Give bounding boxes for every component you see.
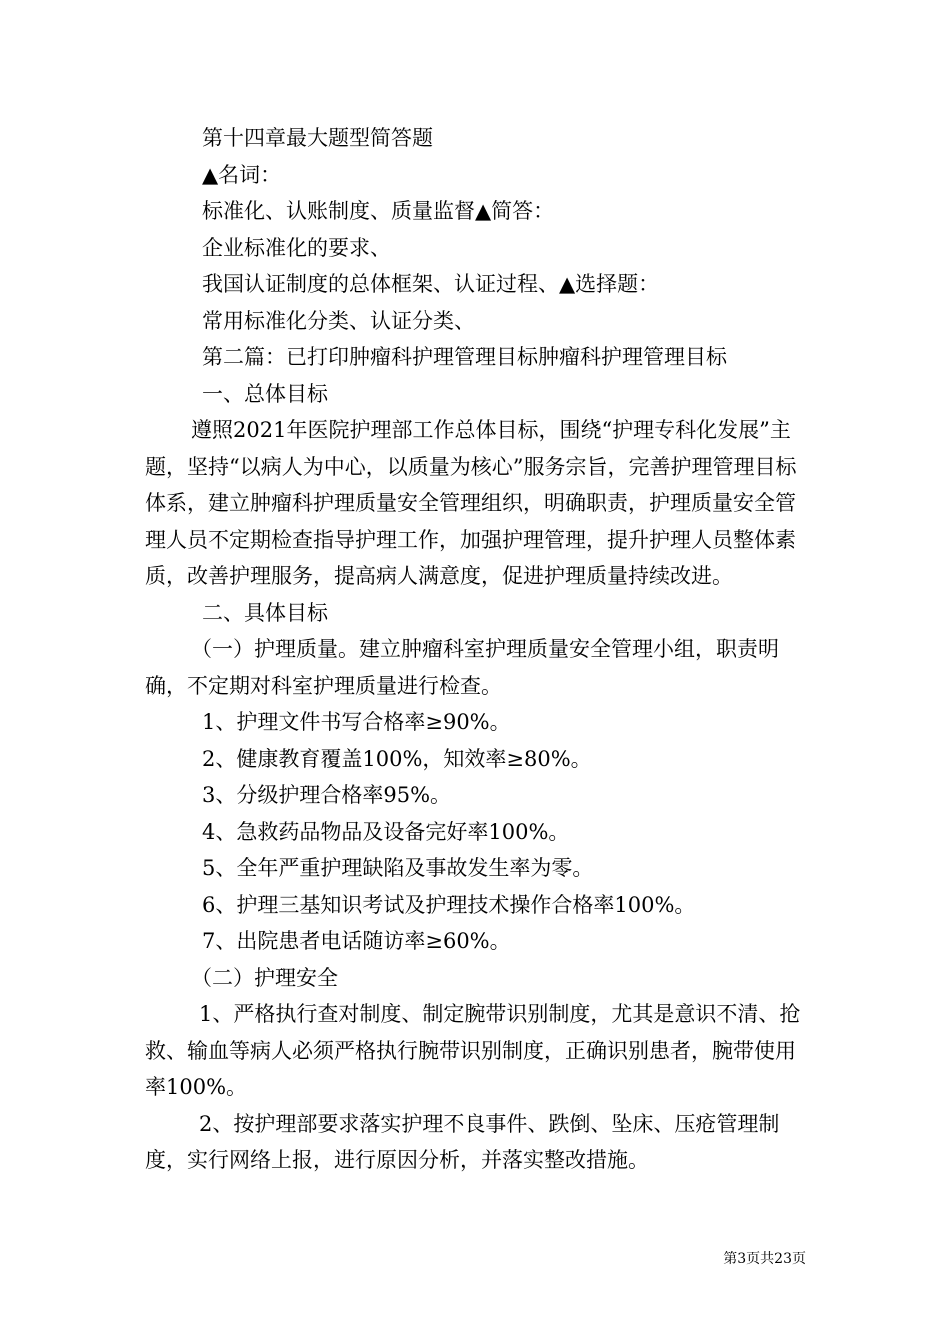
list-item: 1、护理文件书写合格率≥90%。 [202, 710, 511, 734]
safety-item-paragraph: 1、严格执行查对制度、制定腕带识别制度，尤其是意识不清、抢救、输血等病人必须严格执行腕带识别制度，正确识别患者，腕带使用率100%。 [145, 1002, 801, 1099]
overall-goal-paragraph: 遵照2021年医院护理部工作总体目标，围绕“护理专科化发展”主题，坚持“以病人为中心，以质量为核心”服务宗旨，完善护理管理目标体系，建立肿瘤科护理质量安全管理组织，明确职责，护理质量安全管理人员不定期检查指导护理工作，加强护理管理，提升护理人员整体素质，改善护理服务，提高病人满意度，促进护理质量持续改进。 [145, 418, 797, 588]
classification-line: 常用标准化分类、认证分类、 [202, 308, 475, 333]
short-answer-line: 企业标准化的要求、 [202, 235, 391, 260]
list-item: 6、护理三基知识考试及护理技术操作合格率100%。 [202, 892, 696, 917]
page-number-footer: 第3页共23页 [723, 1251, 806, 1267]
list-item: 3、分级护理合格率95%。 [202, 783, 452, 807]
list-item: 4、急救药品物品及设备完好率100%。 [202, 819, 570, 844]
section-heading-specific: 二、具体目标 [202, 600, 328, 625]
terms-line: 标准化、认账制度、质量监督▲简答： [202, 199, 555, 223]
safety-item-paragraph: 2、按护理部要求落实护理不良事件、跌倒、坠床、压疮管理制度，实行网络上报，进行原因分析，并落实整改措施。 [145, 1111, 780, 1172]
terms-label: ▲名词： [202, 162, 282, 187]
list-item: 2、健康教育覆盖100%，知效率≥80%。 [202, 746, 592, 771]
list-item: 7、出院患者电话随访率≥60%。 [202, 929, 511, 953]
section-heading-overall: 一、总体目标 [202, 381, 328, 406]
subsection-heading-safety: （二）护理安全 [191, 965, 338, 990]
chapter-heading: 第十四章最大题型简答题 [202, 126, 433, 150]
nursing-quality-paragraph: （一）护理质量。建立肿瘤科室护理质量安全管理小组，职责明确，不定期对科室护理质量进行检查。 [145, 637, 779, 698]
list-item: 5、全年严重护理缺陷及事故发生率为零。 [202, 856, 594, 880]
certification-line: 我国认证制度的总体框架、认证过程、▲选择题： [202, 272, 660, 296]
article-title: 第二篇：已打印肿瘤科护理管理目标肿瘤科护理管理目标 [202, 345, 727, 369]
document-body [145, 120, 813, 1179]
